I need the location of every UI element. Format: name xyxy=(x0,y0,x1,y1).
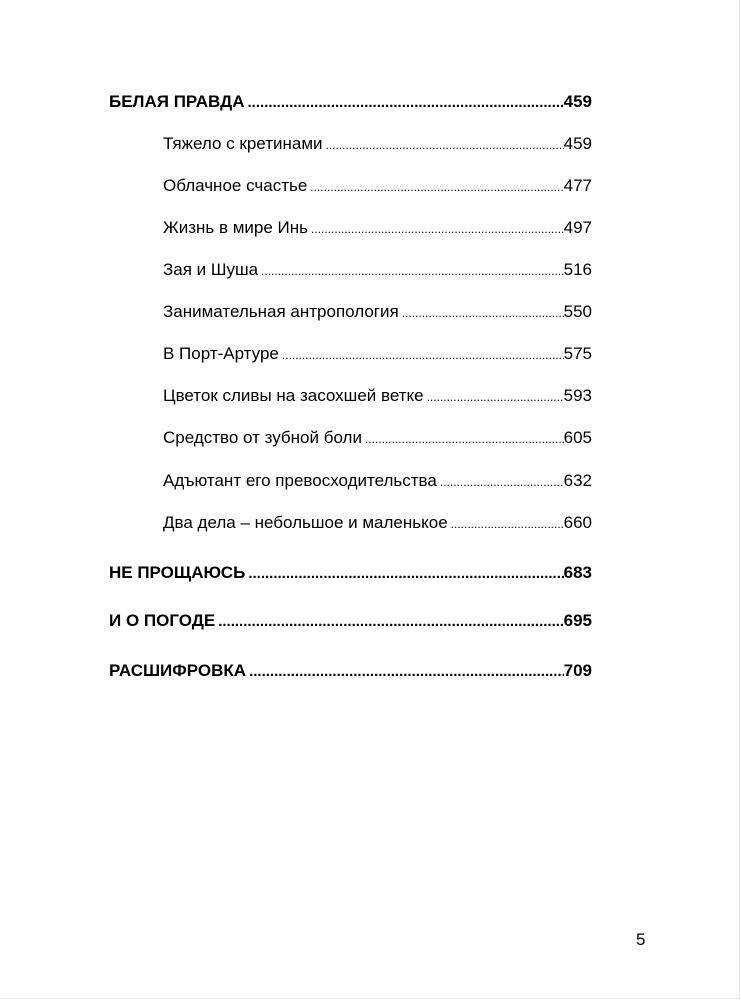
toc-chapter-title: Два дела – небольшое и маленькое xyxy=(163,513,448,532)
toc-page-number: 683 xyxy=(563,563,592,582)
toc-page-number: 632 xyxy=(563,471,592,490)
dot-leader xyxy=(249,663,564,680)
toc-chapter[interactable] xyxy=(163,260,592,280)
toc-chapter[interactable] xyxy=(163,386,592,406)
toc-chapter-title: Занимательная антропология xyxy=(163,302,399,321)
dot-leader xyxy=(440,475,564,489)
toc-page-number: 459 xyxy=(563,134,592,153)
toc-page-number: 459 xyxy=(563,92,592,111)
toc-part-title: РАСШИФРОВКА xyxy=(109,661,247,680)
toc-chapter-title: Тяжело с кретинами xyxy=(163,134,323,153)
dot-leader xyxy=(261,264,564,278)
toc-part-i-o-pogode[interactable] xyxy=(109,611,592,631)
toc-part-ne-proshchayus[interactable] xyxy=(109,563,592,583)
toc-chapter[interactable] xyxy=(163,471,592,491)
toc-page-number: 605 xyxy=(563,428,592,447)
dot-leader xyxy=(218,613,563,630)
dot-leader xyxy=(282,348,564,362)
toc-chapter[interactable] xyxy=(163,134,592,154)
toc-page-number: 593 xyxy=(563,386,592,405)
toc-chapter-title: Цветок сливы на засохшей ветке xyxy=(163,386,424,405)
toc-part-title: И О ПОГОДЕ xyxy=(109,611,216,630)
dot-leader xyxy=(310,180,563,194)
toc-chapter[interactable] xyxy=(163,302,592,322)
dot-leader xyxy=(311,222,564,236)
toc-chapter[interactable] xyxy=(163,176,592,196)
dot-leader xyxy=(248,565,563,582)
toc-page-number: 709 xyxy=(563,661,592,680)
toc-part-rasshifrovka[interactable] xyxy=(109,661,592,681)
toc-chapter-title: Адъютант его превосходительства xyxy=(163,471,437,490)
toc-page-number: 575 xyxy=(563,344,592,363)
dot-leader xyxy=(326,138,564,152)
toc-chapter[interactable] xyxy=(163,344,592,364)
toc-page-number: 660 xyxy=(563,513,592,532)
dot-leader xyxy=(402,306,564,320)
dot-leader xyxy=(365,432,564,446)
toc-page-number: 516 xyxy=(563,260,592,279)
toc-chapter[interactable] xyxy=(163,218,592,238)
toc-page-number: 497 xyxy=(563,218,592,237)
toc-part-title: НЕ ПРОЩАЮСЬ xyxy=(109,563,246,582)
toc-chapter-title: В Порт-Артуре xyxy=(163,344,279,363)
toc-chapter[interactable] xyxy=(163,428,592,448)
toc-chapter-title: Зая и Шуша xyxy=(163,260,259,279)
footer-page-number: 5 xyxy=(636,930,646,949)
toc-page-number: 695 xyxy=(563,611,592,630)
dot-leader xyxy=(427,390,564,404)
toc-chapter-title: Облачное счастье xyxy=(163,176,308,195)
dot-leader xyxy=(451,517,564,531)
toc-chapter-title: Средство от зубной боли xyxy=(163,428,362,447)
toc-page-number: 477 xyxy=(563,176,592,195)
toc-chapter-title: Жизнь в мире Инь xyxy=(163,218,308,237)
toc-page-number: 550 xyxy=(563,302,592,321)
toc-part-belaya-pravda[interactable] xyxy=(109,92,592,112)
toc-chapter[interactable] xyxy=(163,513,592,533)
toc-part-title: БЕЛАЯ ПРАВДА xyxy=(109,92,245,111)
dot-leader xyxy=(248,94,564,111)
